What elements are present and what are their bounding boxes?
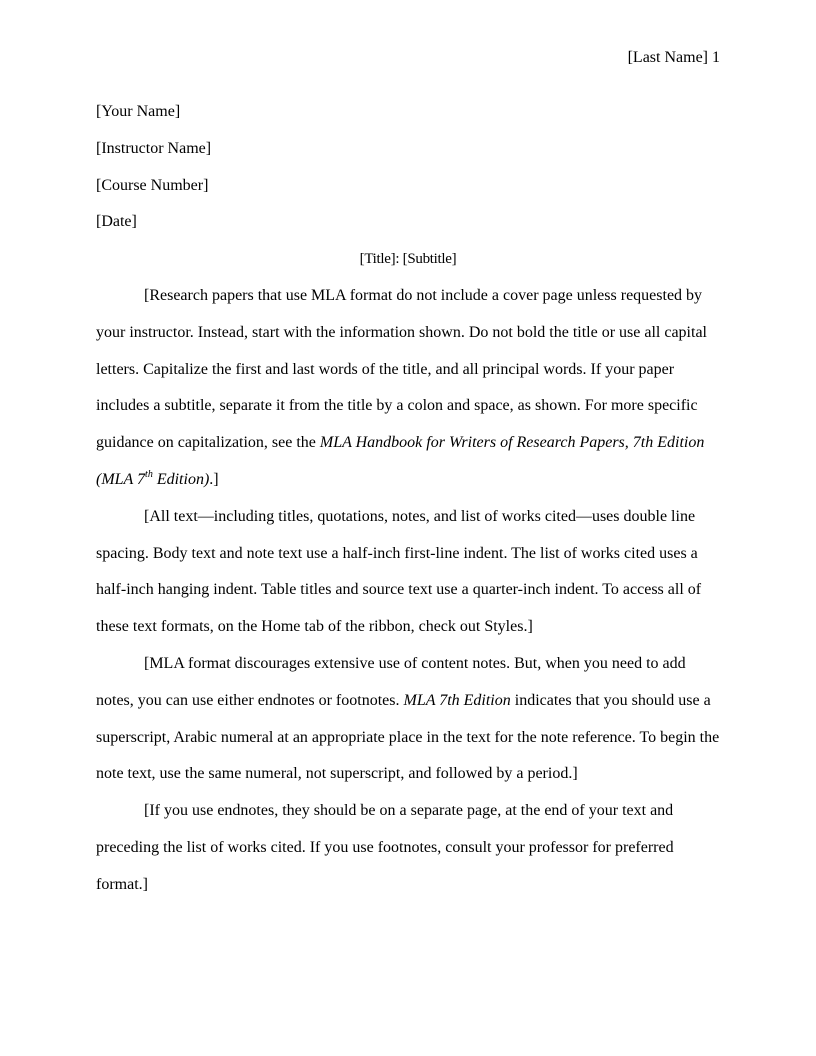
body-paragraph-4 bbox=[96, 793, 720, 903]
paper-title: [Title]: [Subtitle] bbox=[359, 251, 457, 268]
body-paragraph-2 bbox=[96, 499, 720, 646]
paragraph-text-end: .] bbox=[209, 470, 219, 488]
paper-date: [Date] bbox=[96, 213, 137, 231]
running-head: [Last Name] 1 bbox=[627, 49, 720, 66]
paragraph-text: [MLA format discourages extensive use of content notes. But, when you need to add notes, you can use either endnotes or footnotes. bbox=[96, 654, 686, 709]
course-number: [Course Number] bbox=[96, 176, 209, 194]
instructor-name: [Instructor Name] bbox=[96, 139, 212, 157]
italic-citation-end: Edition) bbox=[152, 470, 210, 488]
paragraph-text: [If you use endnotes, they should be on a separate page, at the end of your text and preceding the list of works cited. If you use footnotes, consult your professor for preferred format.] bbox=[96, 802, 674, 893]
document-body bbox=[96, 94, 720, 904]
italic-edition: MLA 7th Edition bbox=[403, 691, 511, 709]
paragraph-text: [Research papers that use MLA format do not include a cover page unless requested by your instructor. Instead, start with the information shown. Do not bold the title or use all capital letters. Capitalize the first and last words of the title, and all principal words. If your paper includes a subtitle, separate it from the title by a colon and space, as shown. For more specific guidance on capitalization, see the bbox=[96, 286, 707, 452]
student-name: [Your Name] bbox=[96, 103, 181, 120]
italic-superscript-wrap bbox=[145, 468, 153, 488]
body-paragraph-1 bbox=[96, 278, 720, 499]
superscript-th: th bbox=[145, 468, 153, 480]
body-paragraph-3 bbox=[96, 646, 720, 793]
paragraph-text-end: indicates that you should use a superscript, Arabic numeral at an appropriate place in the text for the note reference. To begin the note text, use the same numeral, not superscript, and followed by a period.] bbox=[96, 691, 720, 783]
paragraph-text: [All text—including titles, quotations, notes, and list of works cited—uses double line spacing. Body text and note text use a half-inch first-line indent. The list of works cited uses a half-inch hanging indent. Table titles and source text use a quarter-inch indent. To access all of these text formats, on the Home tab of the ribbon, check out Styles.] bbox=[96, 507, 702, 636]
italic-citation: MLA Handbook for Writers of Research Papers, 7th Edition (MLA 7 bbox=[96, 434, 705, 488]
